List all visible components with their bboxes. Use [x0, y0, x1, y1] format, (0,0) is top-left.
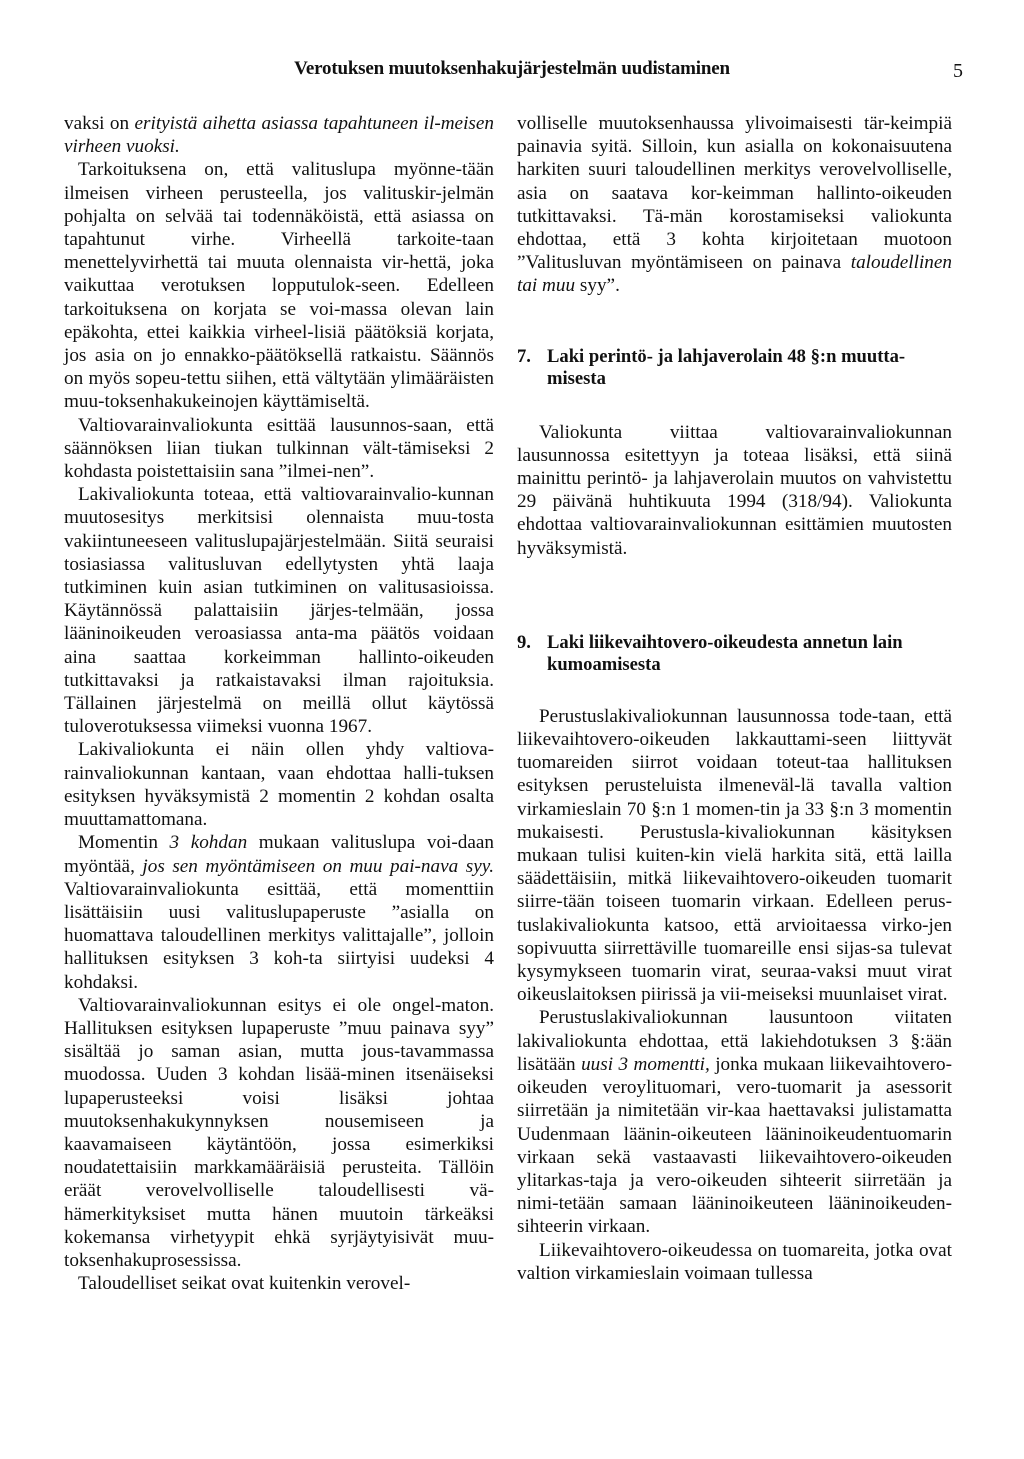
paragraph	[64, 414, 494, 484]
text-run: Perustuslakivaliokunnan lausunnossa tode-taan, että liikevaihtovero-oikeuden lakkauttami-seen liittyvät tuomareiden siirrot voidaan toteut-taa hallituksen esityksen perusteluista ilmeneväl-lä tavalla valtion virkamieslain 70 §:n 1 momen-tin ja 33 §:n 3 momentin mukaisesti. Perustusla-kivaliokunnan käsityksen mukaan tulisi kuiten-kin vielä harkita sitä, että lailla säädettäisiin, mitkä liikevaihtovero-oikeuden tuomarit siirre-tään toiseen tuomarin virkaan. Edelleen perus-tuslakivaliokunta katsoo, että arvioitaessa virko-jen sopivuutta siirrettäville tuomareille ensi sijas-sa tulevat kysymykseen tuomarin virat, seuraa-vaksi muut virat oikeuslaitoksen piirissä ja vii-meiseksi muunlaiset virat.	[517, 705, 952, 1006]
italic-text: 3 kohdan	[169, 832, 248, 854]
section-number: 9.	[517, 631, 531, 653]
text-run: Valiokunta viittaa valtiovarainvaliokunnan lausunnossa esitettyyn ja toteaa lisäksi, että siinä mainittu perintö- ja lahjaverolain muutos on vahvistettu 29 päivänä huhtikuuta 1994 (318/94). Valiokunta ehdottaa valtiovarainvaliokunnan esittämien muutosten hyväksymistä.	[517, 421, 952, 559]
paragraph	[517, 1239, 952, 1285]
text-run: Perustuslakivaliokunnan lausuntoon viitaten lakivaliokunta ehdottaa, että lakiehdotuksen 3 §:ään lisätään	[517, 1007, 952, 1075]
text-run: vaksi on	[64, 113, 135, 134]
italic-text: uusi 3 momentti,	[581, 1053, 710, 1075]
paragraph	[517, 705, 952, 1007]
paragraph	[64, 738, 494, 831]
section-heading-9	[517, 632, 952, 677]
paragraph	[64, 1272, 494, 1295]
text-run: Tarkoituksena on, että valituslupa myönne-tään ilmeisen virheen perusteella, jos valituskir-jelmän pohjalta on selvää tai todennäköistä, että asiassa on tapahtunut virhe. Virheellä tarkoite-taan menettelyvirhettä tai muuta olennaista vir-hettä, joka vaikuttaa verotuksen lopputulok-seen. Edelleen tarkoituksena on korjata se voi-massa olevan lain epäkohta, ettei kaikkia virheel-lisiä päätöksiä korjata, jos asia on jo ennakko-päätöksellä ratkaistu. Säännös on myös sopeu-tettu siihen, että vältytään ylimääräisten muu-toksenhakukeinojen käyttämiseltä.	[64, 159, 494, 413]
italic-text: erityistä aihetta asiassa tapahtuneen il-meisen virheen vuoksi.	[64, 113, 494, 158]
page-number: 5	[953, 60, 963, 82]
text-run: syy”.	[575, 275, 620, 297]
text-run: jonka mukaan liikevaihtovero-oikeuden veroylituomari, vero-tuomarit ja asessorit siirretään ja nimitetään vir-kaa haettavaksi julistamatta Uudenmaan läänin-oikeuteen lääninoikeudentuomarin virkaan sekä vastaavasti liikevaihtovero-oikeuden ylitarkas-taja ja vero-oikeuden sihteerit siirretään ja nimi-tetään samaan lääninoikeuteen lääninoikeuden-sihteerin virkaan.	[517, 1053, 952, 1238]
left-column	[64, 112, 494, 1295]
italic-text: jos sen myöntämiseen on muu pai-nava syy.	[142, 855, 494, 877]
paragraph	[64, 831, 494, 993]
section-title: Laki liikevaihtovero-oikeudesta annetun lain kumoamisesta	[547, 631, 903, 676]
text-run: Lakivaliokunta ei näin ollen yhdy valtiova-rainvaliokunnan kantaan, vaan ehdottaa halli-tuksen esityksen hyväksymistä 2 momentin 2 kohdan osalta muuttamattomana.	[64, 739, 494, 831]
section-number: 7.	[517, 345, 531, 367]
paragraph	[64, 483, 494, 738]
paragraph	[64, 112, 494, 158]
italic-text: taloudellinen tai muu	[517, 252, 952, 297]
paragraph	[517, 421, 952, 560]
paragraph	[517, 112, 952, 298]
paragraph	[64, 994, 494, 1272]
page-header	[0, 58, 1024, 88]
right-column	[517, 112, 952, 1285]
paragraph	[64, 158, 494, 413]
text-run: Valtiovarainvaliokunta esittää lausunnos-saan, että säännöksen liian tiukan tulkinnan vält-tämiseksi 2 kohdasta poistettaisiin sana ”ilmei-nen”.	[64, 414, 494, 483]
text-run: Valtiovarainvaliokunnan esitys ei ole ongel-maton. Hallituksen esityksen lupaperuste ”muu painava syy” sisältää jo saman asian, mutta jous-tavammassa muodossa. Uuden 3 kohdan lisää-minen itsenäiseksi lupaperusteeksi voisi lisäksi johtaa muutoksenhakukynnyksen nousemiseen ja kaavamaiseen käytäntöön, jossa esimerkiksi noudatettaisiin markkamääräisiä perusteita. Tällöin eräät verovelvolliselle taloudellisesti vä-hämerkityksiset mutta hänen muutoin tärkeäksi kokemansa virhetyypit ehkä syrjäytyisivät muu-toksenhakuprosessissa.	[64, 994, 494, 1271]
section-title: Laki perintö- ja lahjaverolain 48 §:n muutta-misesta	[547, 345, 906, 390]
text-run: Lakivaliokunta toteaa, että valtiovarainvalio-kunnan muutosesitys merkitsisi olennaista muu-tosta vakiintuneeseen valituslupajärjestelmään. Siitä seuraisi tosiasiassa valitusluvan edellytysten yhtä laaja tutkiminen kuin asian tutkiminen on valitusasioissa. Käytännössä palattaisiin järjes-telmään, jossa lääninoikeuden veroasiassa anta-ma päätös voidaan aina saattaa korkeimman hallinto-oikeuden tutkittavaksi ja ratkaistavaksi ilman rajoituksia. Tällainen järjestelmä on meillä ollut käytössä tuloverotuksessa viimeksi vuonna 1967.	[64, 484, 494, 738]
section-heading-7	[517, 346, 952, 391]
text-run: Valtiovarainvaliokunta esittää, että momenttiin lisättäisiin uusi valituslupaperuste ”asialla on huomattava taloudellinen merkitys valittajalle”, jolloin hallituksen esityksen 3 koh-ta siirtyisi uudeksi 4 kohdaksi.	[64, 878, 494, 993]
text-run: Taloudelliset seikat ovat kuitenkin verovel-	[78, 1273, 411, 1295]
text-run: Momentin	[78, 832, 170, 854]
text-run: volliselle muutoksenhaussa ylivoimaisesti tär-keimpiä painavia syitä. Silloin, kun asialla on kokonaisuutena harkiten suuri taloudellinen merkitys verovelvolliselle, asia on saatava kor-keimman hallinto-oikeuden tutkittavaksi. Tä-män korostamiseksi valiokunta ehdottaa, että 3 kohta kirjoitetaan muotoon ”Valitusluvan myöntämiseen on painava	[517, 113, 952, 274]
paragraph	[517, 1006, 952, 1238]
text-run: mukaan valituslupa voi-daan myöntää,	[64, 832, 494, 877]
running-title: Verotuksen muutoksenhakujärjestelmän uudistaminen	[294, 58, 730, 79]
text-run: Liikevaihtovero-oikeudessa on tuomareita, jotka ovat valtion virkamieslain voimaan tullessa	[517, 1239, 952, 1284]
